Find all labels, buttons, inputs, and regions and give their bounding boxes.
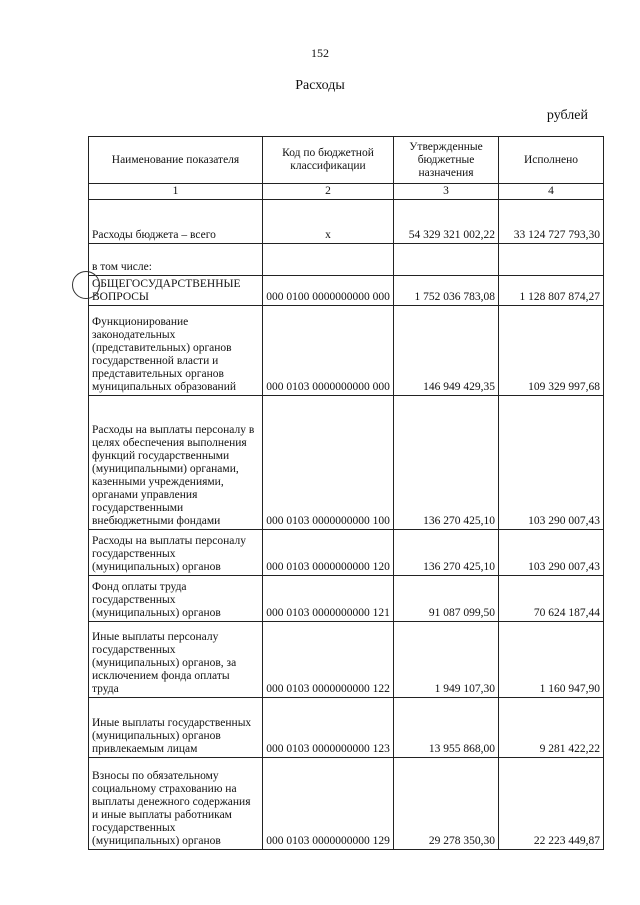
row-executed: 22 223 449,87 <box>499 758 604 850</box>
row-executed: 103 290 007,43 <box>499 530 604 576</box>
row-name: Функционирование законодательных (представительных) органов государственной власти и представительных органов муниципальных образований <box>89 306 263 396</box>
row-approved: 136 270 425,10 <box>394 396 499 530</box>
row-executed: 9 281 422,22 <box>499 698 604 758</box>
expenses-table <box>88 136 604 850</box>
table-row <box>89 622 604 698</box>
header-executed: Исполнено <box>499 137 604 184</box>
page-number: 152 <box>311 46 329 60</box>
row-name: Иные выплаты персоналу государственных (муниципальных) органов, за исключением фонда оплаты труда <box>89 622 263 698</box>
table-row <box>89 276 604 306</box>
page-title: Расходы <box>295 78 345 93</box>
row-name: Иные выплаты государственных (муниципальных) органов привлекаемым лицам <box>89 698 263 758</box>
row-code: 000 0103 0000000000 120 <box>263 530 394 576</box>
header-name: Наименование показателя <box>89 137 263 184</box>
row-code: 000 0103 0000000000 122 <box>263 622 394 698</box>
row-name: Расходы на выплаты персоналу государственных (муниципальных) органов <box>89 530 263 576</box>
row-approved: 146 949 429,35 <box>394 306 499 396</box>
row-executed <box>499 244 604 276</box>
row-approved: 54 329 321 002,22 <box>394 200 499 244</box>
row-name: Расходы на выплаты персоналу в целях обеспечения выполнения функций государственными (муниципальными) органами, казенными учреждениями, органами управления государственными внебюджетными фондами <box>89 396 263 530</box>
row-approved <box>394 244 499 276</box>
column-number: 4 <box>499 184 604 200</box>
table-row <box>89 758 604 850</box>
row-code: 000 0103 0000000000 000 <box>263 306 394 396</box>
table-row <box>89 530 604 576</box>
row-executed: 109 329 997,68 <box>499 306 604 396</box>
row-executed: 103 290 007,43 <box>499 396 604 530</box>
row-code: 000 0103 0000000000 121 <box>263 576 394 622</box>
column-number: 1 <box>89 184 263 200</box>
table-row <box>89 396 604 530</box>
row-code: 000 0103 0000000000 129 <box>263 758 394 850</box>
column-number: 3 <box>394 184 499 200</box>
units-label: рублей <box>546 108 588 123</box>
row-executed: 1 160 947,90 <box>499 622 604 698</box>
row-executed: 1 128 807 874,27 <box>499 276 604 306</box>
row-code: 000 0103 0000000000 123 <box>263 698 394 758</box>
row-executed: 70 624 187,44 <box>499 576 604 622</box>
row-code: x <box>263 200 394 244</box>
row-approved: 29 278 350,30 <box>394 758 499 850</box>
row-approved: 136 270 425,10 <box>394 530 499 576</box>
row-name: Фонд оплаты труда государственных (муниципальных) органов <box>89 576 263 622</box>
row-executed: 33 124 727 793,30 <box>499 200 604 244</box>
row-name: в том числе: <box>89 244 263 276</box>
row-approved: 1 949 107,30 <box>394 622 499 698</box>
column-number-row <box>89 184 604 200</box>
table-row <box>89 576 604 622</box>
table-row <box>89 698 604 758</box>
row-name: Расходы бюджета – всего <box>89 200 263 244</box>
row-name: ОБЩЕГОСУДАРСТВЕННЫЕ ВОПРОСЫ <box>89 276 263 306</box>
column-number: 2 <box>263 184 394 200</box>
header-row <box>89 137 604 184</box>
header-approved: Утвержденные бюджетные назначения <box>394 137 499 184</box>
handwritten-circle-mark <box>72 271 100 299</box>
table-row <box>89 244 604 276</box>
row-code <box>263 244 394 276</box>
row-approved: 1 752 036 783,08 <box>394 276 499 306</box>
row-approved: 91 087 099,50 <box>394 576 499 622</box>
table-row <box>89 200 604 244</box>
row-approved: 13 955 868,00 <box>394 698 499 758</box>
table-row <box>89 306 604 396</box>
row-name: Взносы по обязательному социальному страхованию на выплаты денежного содержания и иные выплаты работникам государственных (муниципальных) органов <box>89 758 263 850</box>
row-code: 000 0100 0000000000 000 <box>263 276 394 306</box>
header-code: Код по бюджетной классификации <box>263 137 394 184</box>
row-code: 000 0103 0000000000 100 <box>263 396 394 530</box>
